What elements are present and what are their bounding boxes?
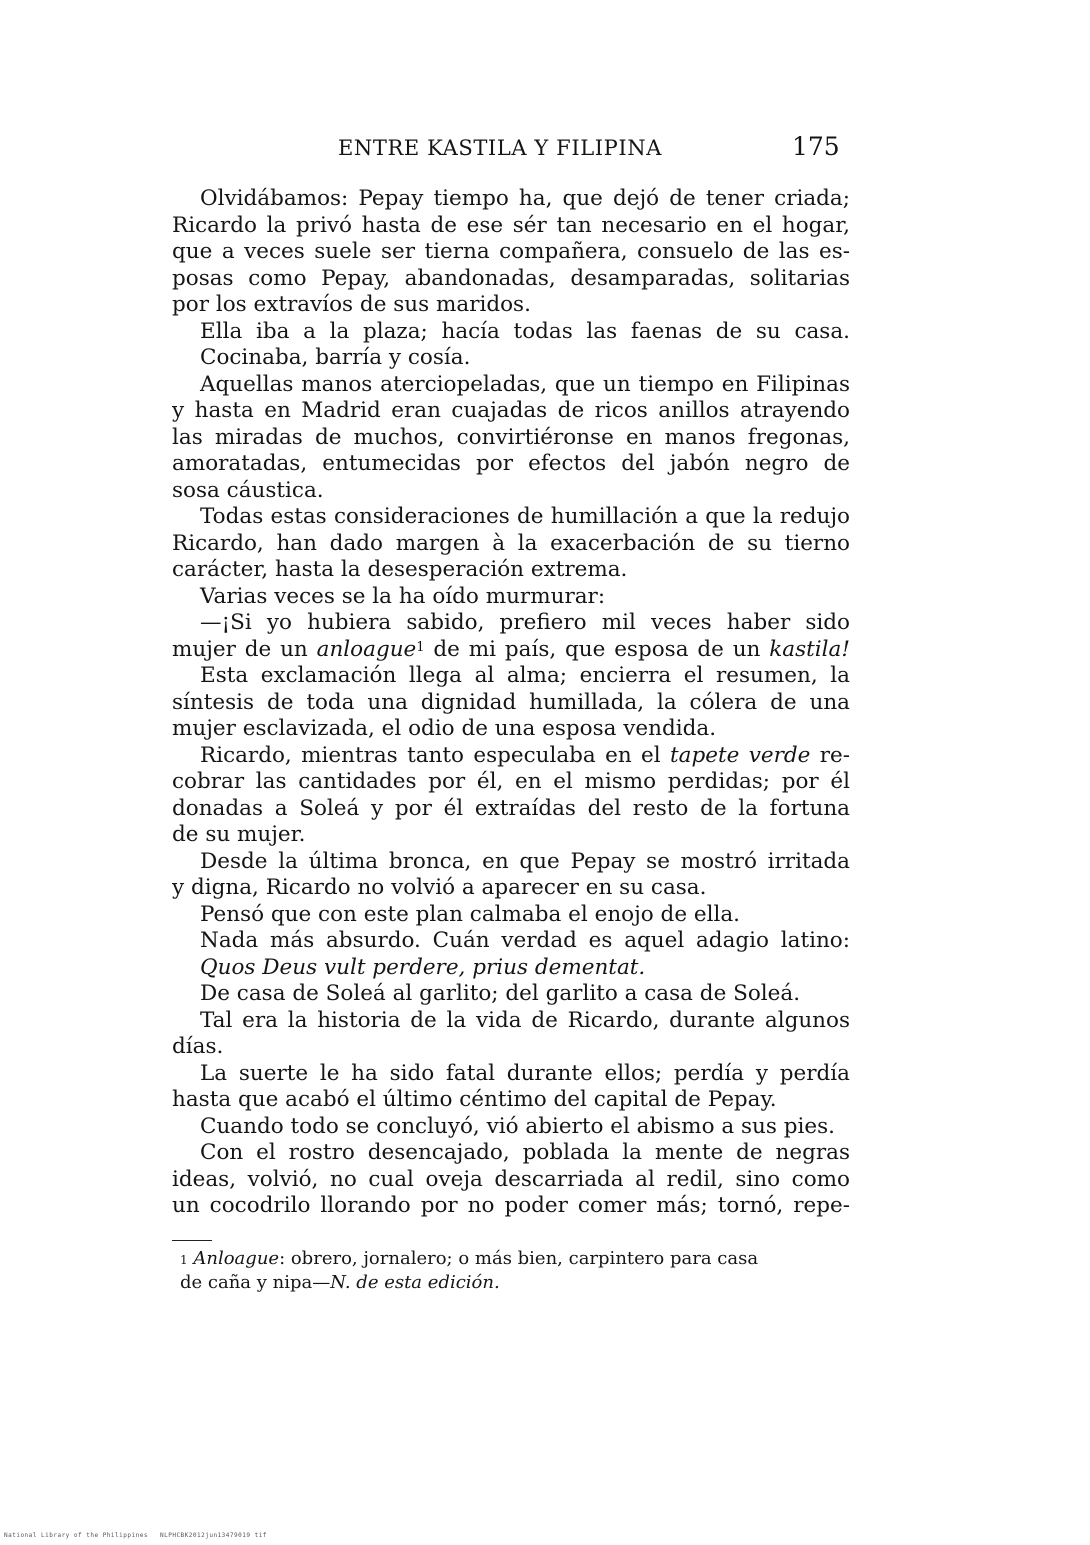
footnote-editor-note: N. de esta edición. <box>330 1272 500 1293</box>
text-line: hasta que acabó el último céntimo del capital de Pepay. <box>172 1087 777 1112</box>
page-number: 175 <box>792 132 840 161</box>
text-line: Tal era la historia de la vida de Ricardo, durante algunos <box>200 1007 850 1033</box>
text-line: Desde la última bronca, en que Pepay se mostró irritada <box>200 848 850 874</box>
text-line: Nada más absurdo. Cuán verdad es aquel adagio latino: <box>200 928 850 953</box>
text-line: que a veces suele ser tierna compañera, consuelo de las es- <box>172 239 850 264</box>
footnote-text: : obrero, jornalero; o más bien, carpintero para casa <box>279 1248 759 1269</box>
footnote-text: de caña y nipa— <box>180 1272 331 1293</box>
text-line: días. <box>172 1034 224 1059</box>
italic-term: tapete verde <box>670 742 811 768</box>
text-line: Con el rostro desencajado, poblada la mente de negras <box>200 1140 850 1165</box>
text-line: y hasta en Madrid eran cuajadas de ricos anillos atrayendo <box>172 398 850 423</box>
text-line: Cocinaba, barría y cosía. <box>200 345 471 370</box>
body-text <box>172 186 850 1220</box>
line-text: re- <box>810 742 850 768</box>
footnote-line <box>180 1271 850 1295</box>
footnote-number: 1 <box>180 1253 188 1267</box>
text-line: carácter, hasta la desesperación extrema. <box>172 557 628 582</box>
line-text: Ricardo, mientras tanto especulaba en el <box>200 742 671 768</box>
text-line: —¡Si yo hubiera sabido, prefiero mil veces haber sido <box>200 610 850 635</box>
text-line: Varias veces se la ha oído murmurar: <box>200 583 606 609</box>
footnote-marker: 1 <box>416 639 425 655</box>
text-line: de su mujer. <box>172 822 306 847</box>
footnote-line <box>180 1247 850 1271</box>
text-line: De casa de Soleá al garlito; del garlito a casa de Soleá. <box>200 981 801 1006</box>
scan-credit: National Library of the Philippines <box>4 1532 148 1539</box>
text-line: las miradas de muchos, convirtiéronse en manos fregonas, <box>172 424 850 450</box>
text-line: cobrar las cantidades por él, en el mismo perdidas; por él <box>172 769 850 794</box>
text-line: síntesis de toda una dignidad humillada, la cólera de una <box>172 689 850 715</box>
text-line: Ella iba a la plaza; hacía todas las faenas de su casa. <box>200 318 850 344</box>
text-line: amoratadas, entumecidas por efectos del jabón negro de <box>172 451 850 476</box>
text-line: Ricardo, han dado margen à la exacerbación de su tierno <box>172 530 850 556</box>
text-line: posas como Pepay, abandonadas, desamparadas, solitarias <box>172 265 850 291</box>
text-line: un cocodrilo llorando por no poder comer más; tornó, repe- <box>172 1193 850 1218</box>
scan-file-id: NLPHCBK2012jun13479019 tif <box>160 1532 267 1539</box>
text-line: Aquellas manos aterciopeladas, que un tiempo en Filipinas <box>200 371 850 397</box>
text-line: Quos Deus vult perdere, prius dementat. <box>200 954 646 980</box>
text-line: ideas, volvió, no cual oveja descarriada al redil, sino como <box>172 1166 850 1192</box>
text-line: por los extravíos de sus maridos. <box>172 292 531 317</box>
italic-term: kastila! <box>769 636 850 662</box>
text-line: sosa cáustica. <box>172 477 324 503</box>
text-line: La suerte le ha sido fatal durante ellos; perdía y perdía <box>200 1060 850 1086</box>
text-line: Esta exclamación llega al alma; encierra el resumen, la <box>200 663 850 688</box>
italic-term: anloague <box>316 636 417 662</box>
line-text: de mi país, que esposa de un <box>424 636 770 662</box>
text-line: Todas estas consideraciones de humillación a que la redujo <box>200 504 850 529</box>
text-line: donadas a Soleá y por él extraídas del resto de la fortuna <box>172 795 850 821</box>
text-line: mujer esclavizada, el odio de una esposa vendida. <box>172 716 717 741</box>
text-line: Olvidábamos: Pepay tiempo ha, que dejó de tener criada; <box>200 186 850 211</box>
footnote-rule <box>172 1240 212 1241</box>
footnote <box>180 1247 850 1295</box>
text-line: y digna, Ricardo no volvió a aparecer en su casa. <box>172 875 707 900</box>
text-line: Pensó que con este plan calmaba el enojo de ella. <box>200 901 741 927</box>
text-line: Ricardo la privó hasta de ese sér tan necesario en el hogar, <box>172 212 850 238</box>
text-line: Cuando todo se concluyó, vió abierto el abismo a sus pies. <box>200 1113 835 1139</box>
text-line <box>172 637 850 664</box>
running-head: ENTRE KASTILA Y FILIPINA <box>338 136 663 160</box>
text-line <box>172 743 850 770</box>
line-text: mujer de un <box>172 636 317 662</box>
footnote-term: Anloague <box>193 1248 280 1269</box>
